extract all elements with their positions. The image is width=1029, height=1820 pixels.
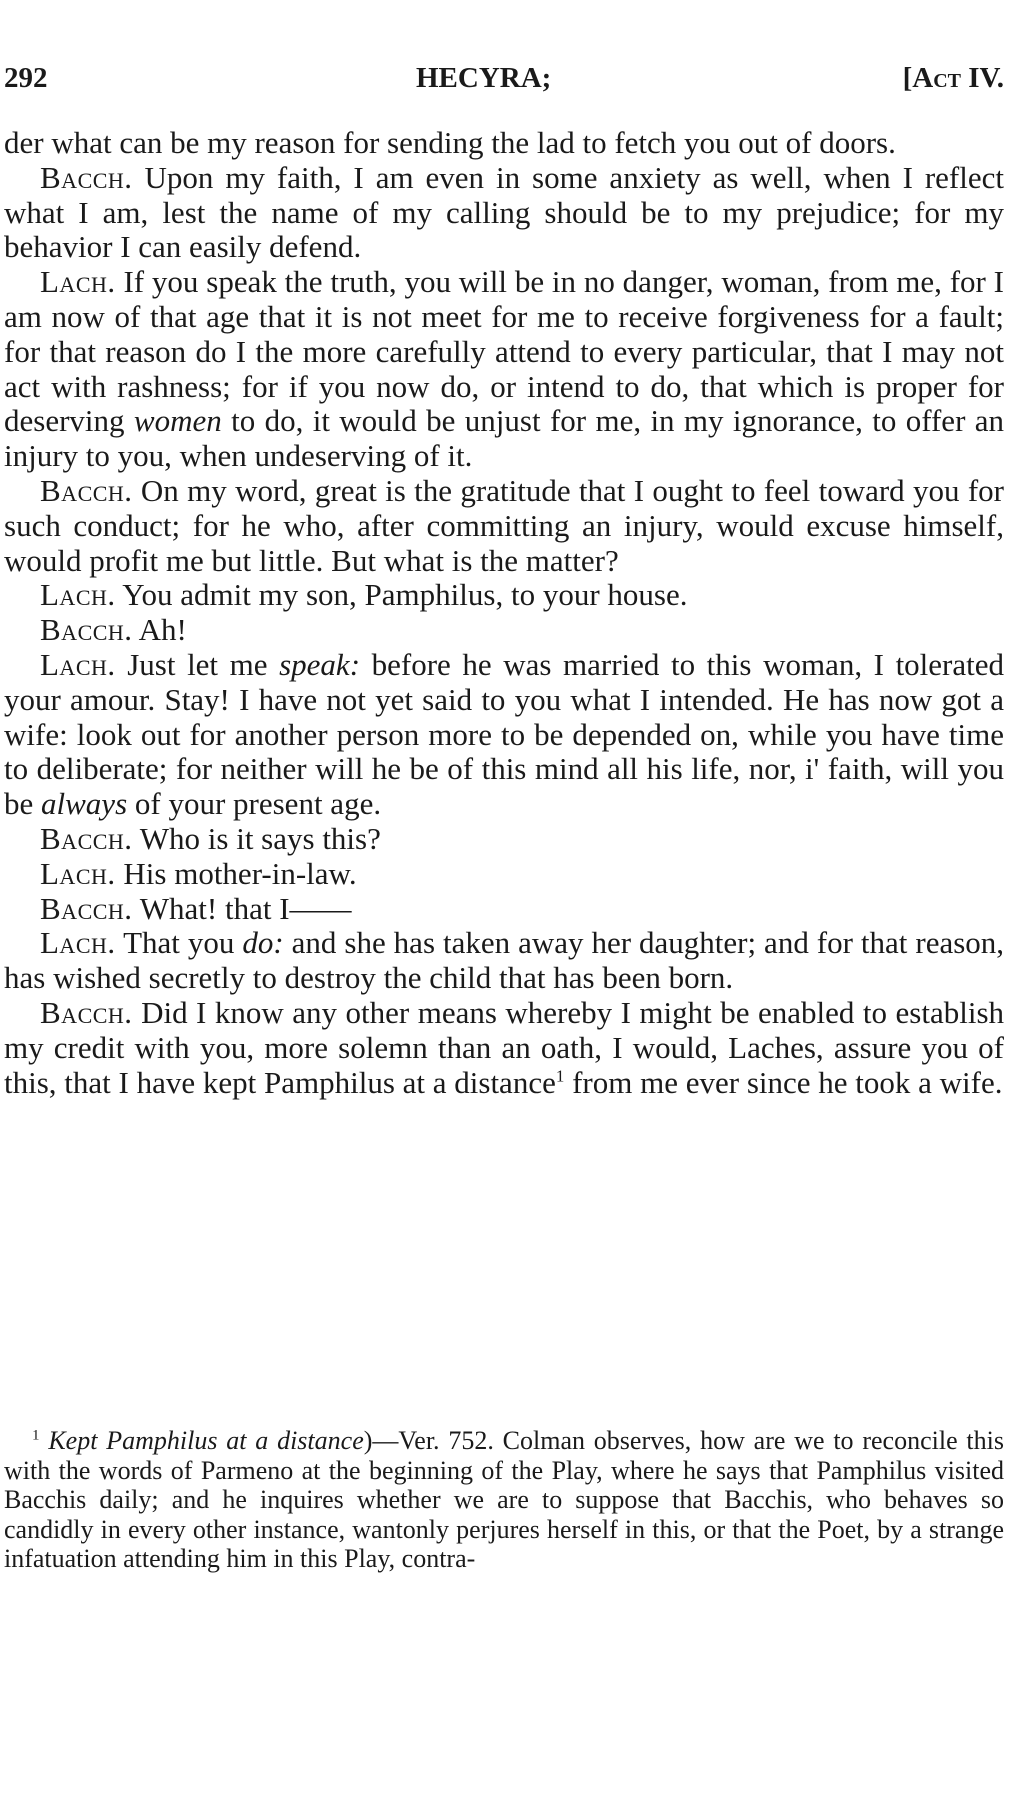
speech-laches-3 [4, 648, 1004, 822]
page-number: 292 [4, 62, 48, 94]
speech-bacchis-2 [4, 474, 1004, 578]
speech-text: of your present age. [134, 786, 382, 822]
speaker-name: Bacch. [40, 612, 133, 648]
speaker-name: Lach. [40, 855, 116, 891]
speech-bacchis-1 [4, 161, 1004, 265]
act-word: Act [912, 62, 961, 94]
speaker-name: Bacch. [40, 994, 133, 1030]
speaker-name: Bacch. [40, 820, 133, 856]
act-numeral: IV. [968, 62, 1004, 94]
speech-text: What! that I—— [139, 890, 352, 926]
speaker-name: Lach. [40, 646, 116, 682]
speaker-name: Bacch. [40, 890, 133, 926]
speech-text: Did I know any other means whereby I might be enabled to establish my credit with you, more solemn than an oath, I would, Laches, assure you of this, that I have kept Pamphilus at a distance [4, 994, 1005, 1100]
speech-laches-4 [4, 857, 1004, 892]
speaker-name: Bacch. [40, 472, 133, 508]
main-text [4, 126, 1004, 1100]
footnote-text: )—Ver. 752. Colman observes, how are we to reconcile this with the words of Parmeno at the beginning of the Play, where he says that Pamphilus visited Bacchis daily; and he inquires whether we are to suppose that Bacchis, who behaves so candidly in every other instance, wantonly perjures herself in this, or that the Poet, by a strange infatuation attending him in this Play, contra- [4, 1426, 1004, 1574]
speech-text: You admit my son, Pamphilus, to your house. [122, 577, 688, 613]
running-header [4, 62, 1004, 102]
act-label [903, 62, 1004, 95]
speech-text: His mother-in-law. [123, 855, 357, 891]
speech-text: Who is it says this? [139, 820, 381, 856]
italic-word: always [41, 786, 128, 822]
paragraph-continuation [4, 126, 1004, 161]
speech-text: and she has taken away her daughter; and for that reason, has wished secretly to destroy the child that has been born. [4, 925, 1005, 996]
speech-text: On my word, great is the gratitude that I ought to feel toward you for such conduct; for he who, after committing an injury, would excuse himself, would profit me but little. But what is the matter? [4, 472, 1004, 578]
speech-text: Ah! [138, 612, 187, 648]
paragraph-text: der what can be my reason for sending the lad to fetch you out of doors. [4, 125, 896, 160]
act-bracket: [ [902, 62, 913, 94]
footnote [4, 1426, 1004, 1574]
speaker-name: Bacch. [40, 159, 133, 195]
speech-text: That you [123, 925, 235, 961]
speaker-name: Lach. [40, 264, 116, 300]
footnote-lemma: Kept Pamphilus at a distance [48, 1426, 364, 1455]
speech-bacchis-5 [4, 892, 1004, 927]
running-title: HECYRA; [416, 62, 552, 94]
speech-text: If you speak the truth, you will be in no danger, woman, from me, for I am now of that age that it is not meet for me to receive forgiveness for a fault; for that reason do I the more carefully attend to every particular, that I may not act with rashness; for if you now do, or intend to do, that which is proper for deserving [4, 264, 1004, 439]
speech-bacchis-6 [4, 996, 1004, 1100]
footnote-marker: 1 [32, 1427, 40, 1444]
speech-text: before he was married to this woman, I tolerated your amour. Stay! I have not yet said to you what I intended. He has now got a wife: look out for another person more to be depended on, while you have time to deliberate; for neither will he be of this mind all his life, nor, i' faith, will you be [4, 646, 1005, 822]
speech-bacchis-4 [4, 822, 1004, 857]
speaker-name: Lach. [40, 925, 116, 961]
italic-word: speak: [279, 646, 361, 682]
italic-word: women [133, 403, 222, 439]
speech-laches-1 [4, 265, 1004, 474]
speech-text: to do, it would be unjust for me, in my ignorance, to offer an injury to you, when undeserving of it. [4, 403, 1005, 474]
italic-word: do: [242, 925, 284, 961]
footnote-reference[interactable]: 1 [555, 1066, 565, 1086]
speech-text: Just let me [127, 646, 268, 682]
speech-laches-2 [4, 578, 1004, 613]
speech-text: Upon my faith, I am even in some anxiety as well, when I reflect what I am, lest the name of my calling should be to my prejudice; for my behavior I can easily defend. [4, 159, 1004, 265]
speech-laches-5 [4, 926, 1004, 996]
speaker-name: Lach. [40, 577, 116, 613]
speech-text: from me ever since he took a wife. [572, 1064, 1003, 1100]
speech-bacchis-3 [4, 613, 1004, 648]
